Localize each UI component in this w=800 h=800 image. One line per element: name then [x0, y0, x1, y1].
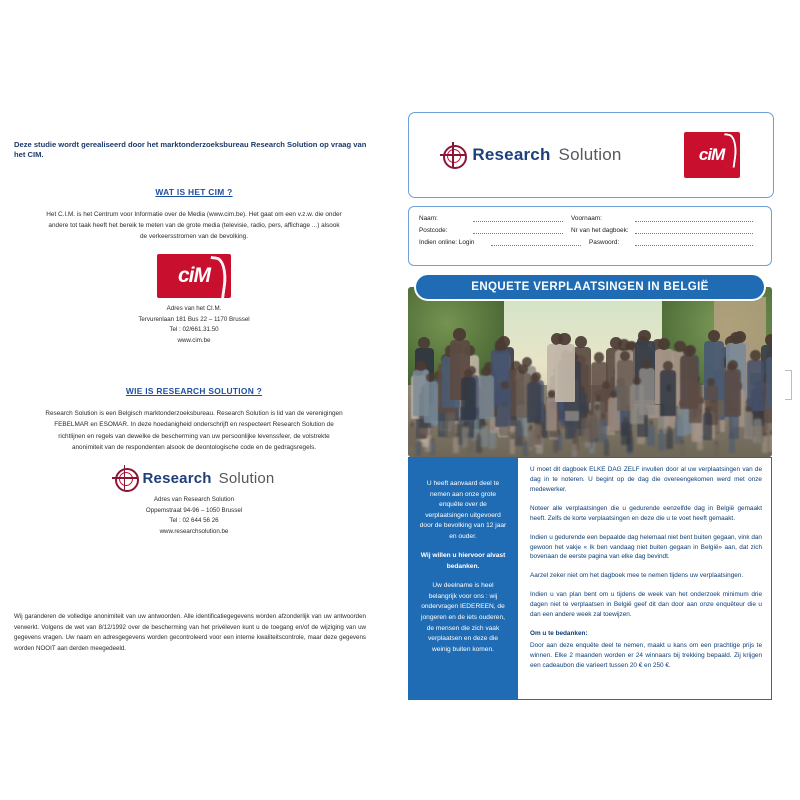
page-edge-tab [785, 370, 792, 400]
cim-logo-text: ciM [177, 264, 210, 288]
brochure-blue-column [408, 457, 518, 700]
survey-title-banner: ENQUETE VERPLAATSINGEN IN BELGIË [416, 275, 764, 299]
instructions-paragraph: Indien u gedurende een bepaalde dag helemaal niet bent buiten gegaan, vink dan gewoon het vakje « Ik ben vandaag niet buiten gegaan in België» aan, dat zich bovenaan de eerste pagina van elke dag bevindt. [530, 533, 762, 561]
blue-left-paragraph: U heeft aanvaard deel te nemen aan onze grote enquête over de verplaatsingen uitgevoerd door de bevolking van 12 jaar en ouder. [419, 480, 507, 540]
brochure-header-card [408, 112, 774, 198]
intro-statement: Deze studie wordt gerealiseerd door het marktonderzoeksbureau Research Solution op vraag van het CIM. [14, 140, 367, 160]
rs-logo-word1: Research [142, 469, 212, 487]
respondent-form-card [408, 206, 772, 266]
cim-address-line3: www.cim.be [177, 336, 211, 344]
rs-address-line2: Tel : 02 644 56 26 [169, 517, 219, 525]
brochure-cim-logo [684, 132, 740, 178]
label-postcode: Postcode: [419, 227, 448, 234]
rs-address-line1: Oppemstraat 94-96 – 1050 Brussel [145, 506, 243, 514]
form-row-naam [419, 214, 761, 222]
section-body-what-is-cim: Het C.I.M. is het Centrum voor Informatie over de Media (www.cim.be). Het gaat om een v.z.w. die onder andere tot taak heeft het bereik te meten van de grote media (televisie, radio, pers, affichage ...) alsook de verkeersstromen van de bevolking. [46, 210, 342, 240]
blue-left-paragraph: Wij willen u hiervoor alvast bedanken. [420, 552, 506, 570]
brochure-rs-word1: Research [472, 145, 551, 164]
crowd-figures [408, 337, 772, 457]
cim-address-caption: Adres van het CI.M. [166, 305, 222, 313]
instructions-paragraph: Aarzel zeker niet om het dagboek mee te nemen tijdens uw verplaatsingen. [530, 572, 744, 580]
brochure-panel [408, 112, 786, 700]
blue-left-paragraph: Uw deelname is heel belangrijk voor ons : wij ondervragen IEDEREEN, de jongeren en de iets ouderen, de mensen die zich vaak verplaatsen en deze die weinig buiten komen. [421, 582, 505, 653]
input-nr-dagboek[interactable] [635, 226, 753, 234]
section-title-what-is-cim: WAT IS HET CIM ? [155, 186, 233, 197]
input-login[interactable] [491, 238, 581, 246]
instructions-paragraph: Noteer alle verplaatsingen die u gedurende eenzelfde dag in België gemaakt heeft. Zelfs de korte verplaatsingen en deze die u te voet heeft gemaakt. [530, 504, 762, 522]
cover-photo-crowd [408, 287, 772, 457]
brochure-target-icon [442, 144, 464, 166]
instructions-paragraph: U moet dit dagboek ELKE DAG ZELF invullen door al uw verplaatsingen van de dag in te noteren. U begint op de dag die overeengekomen werd met onze medewerker. [530, 466, 762, 493]
research-solution-logo [14, 467, 374, 489]
label-indien-online-login: Indien online: Login [419, 239, 475, 246]
label-voornaam: Voornaam: [571, 215, 602, 222]
brochure-instructions-column [518, 457, 772, 700]
rs-logo-word2: Solution [218, 469, 275, 487]
input-paswoord[interactable] [635, 238, 753, 246]
input-postcode[interactable] [473, 226, 563, 234]
form-row-login [419, 238, 761, 246]
left-panel [14, 140, 374, 563]
rs-address-line3: www.researchsolution.be [159, 527, 229, 535]
section-title-who-is-rs: WIE IS RESEARCH SOLUTION ? [125, 386, 263, 397]
label-paswoord: Paswoord: [589, 239, 620, 246]
brochure-cim-text: ciM [698, 145, 725, 164]
cim-address [14, 304, 374, 346]
section-body-who-is-rs: Research Solution is een Belgisch marktonderzoeksbureau. Research Solution is lid van de verenigingen FEBELMAR en ESOMAR. In deze hoedanigheid onderschrijft en respecteert Research Solution de richtlijnen en regels van dewelke de bescherming van uw persoonlijke levenssfeer, de volstrekte anonimiteit van de respondenten alsook de deontologische code en de gedragsregels. [45, 410, 343, 451]
cim-address-line1: Tervurenlaan 181 Bus 22 – 1170 Brussel [138, 315, 250, 323]
privacy-footer-note: Wij garanderen de volledige anonimiteit van uw antwoorden. Alle identificatiegegevens worden afzonderlijk van uw antwoorden verwerkt. Volgens de wet van 8/12/1992 over de bescherming van het privéleven kunt u de toegang en/of de wijziging van uw gegevens vragen. Uw naam en adresgegevens worden gecontroleerd voor een interne kwaliteitscontrole, maar deze gegevens worden NOOIT aan derden meegedeeld. [14, 613, 366, 652]
rs-address [14, 495, 374, 537]
instructions-paragraph: Indien u van plan bent om u tijdens de week van het onderzoek minimum drie dagen niet te verplaatsen in België geef dit dan door aan onze enquêteur die u dan een andere week zal toewijzen. [530, 591, 762, 619]
brochure-research-solution-logo [442, 144, 621, 166]
label-naam: Naam: [419, 215, 438, 222]
input-voornaam[interactable] [635, 214, 753, 222]
input-naam[interactable] [473, 214, 563, 222]
section-what-is-cim [14, 187, 374, 347]
brochure-rs-word2: Solution [558, 145, 622, 164]
form-row-postcode [419, 226, 761, 234]
section-who-is-research-solution [14, 386, 374, 537]
research-solution-target-icon [114, 467, 136, 489]
label-nr-dagboek: Nr van het dagboek: [571, 227, 629, 234]
rs-address-caption: Adres van Research Solution [153, 496, 235, 504]
instructions-paragraph: Door aan deze enquête deel te nemen, maakt u kans om een prachtige prijs te winnen. Elke 2 maanden worden er 24 winnaars bij trekking bepaald. Zij krijgen een cadeaubon die varieert tussen 20 € en 250 €. [530, 641, 762, 669]
cim-logo [157, 254, 231, 298]
instructions-paragraph: Om u te bedanken: [530, 630, 588, 638]
cim-address-line2: Tel : 02/661.31.50 [169, 326, 219, 334]
